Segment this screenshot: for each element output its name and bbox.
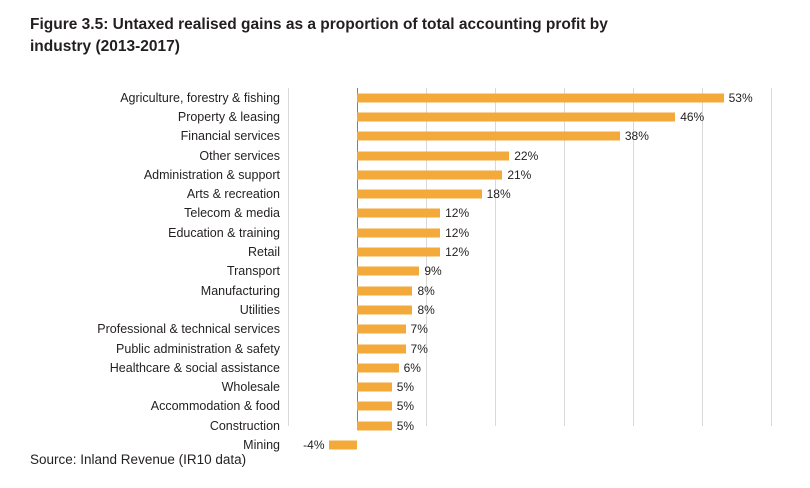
bar [357,344,405,353]
category-label: Telecom & media [184,206,280,221]
bar-value-label: 6% [403,360,421,375]
plot-area [97,88,772,452]
category-label: Education & training [168,225,280,240]
bar-value-label: 5% [396,380,415,395]
category-label: Other services [199,148,280,163]
bar-value-label: 46% [680,109,705,124]
bar-row [184,204,772,223]
bar [357,132,620,141]
bar [357,248,440,257]
bar-value-label: 12% [445,245,470,260]
bar-value-label: 9% [424,264,442,279]
bar [357,421,392,430]
bar [357,267,419,276]
bar-rows [97,88,772,452]
bar-row [177,107,772,126]
bar-value-label: 18% [486,187,511,202]
category-label: Healthcare & social assistance [109,360,280,375]
bar [357,402,392,411]
bar-row [120,88,772,107]
category-label: Accommodation & food [150,399,280,414]
bar-value-label: 5% [396,418,415,433]
bar [357,170,502,179]
bar-row [116,339,772,358]
category-label: Agriculture, forestry & fishing [120,90,280,105]
bar-row [226,262,772,281]
bar-value-label: 8% [417,302,435,317]
bar [357,383,392,392]
bar-value-label: 8% [417,283,435,298]
category-label: Mining [243,437,280,452]
category-label: Administration & support [143,167,280,182]
bar-value-label: 21% [507,167,532,182]
bar-row [199,146,772,165]
category-label: Manufacturing [200,283,280,298]
bar-value-label: 5% [396,399,415,414]
bar-chart [30,80,790,452]
category-label: Construction [209,418,280,433]
bar-row [150,397,772,416]
bar-row [248,242,772,261]
bar [357,228,440,237]
bar [329,440,357,449]
category-label: Property & leasing [177,109,280,124]
category-label: Transport [226,264,280,279]
bar-row [168,223,772,242]
bar-row [221,377,772,396]
bar-value-label: 53% [728,90,753,105]
category-label: Wholesale [221,380,280,395]
bar-value-label: 12% [445,225,470,240]
page-title: Figure 3.5: Untaxed realised gains as a proportion of total accounting profit by industry (2013-2017) [30,16,608,56]
bar-value-label: 7% [410,341,428,356]
bar-value-label: 38% [624,129,649,144]
bar-row [200,281,772,300]
bar [357,363,398,372]
bar-row [239,300,772,319]
category-label: Financial services [180,129,280,144]
bar [357,305,412,314]
bar-row [209,416,772,435]
category-label: Public administration & safety [116,341,280,356]
bar-row [186,184,772,203]
bar [357,151,509,160]
bar-value-label: -4% [303,437,325,452]
source-note: Source: Inland Revenue (IR10 data) [30,452,247,467]
bar [357,93,723,102]
bar-row [143,165,772,184]
bar-value-label: 12% [445,206,470,221]
bar [357,209,440,218]
bar-value-label: 7% [410,322,428,337]
bar-row [109,358,772,377]
bar-value-label: 22% [514,148,539,163]
category-label: Retail [248,245,280,260]
bar [357,325,405,334]
bar [357,286,412,295]
category-label: Arts & recreation [186,187,280,202]
category-label: Utilities [239,302,280,317]
category-label: Professional & technical services [97,322,280,337]
bar [357,190,481,199]
bar-row [243,435,772,454]
bar-row [97,320,772,339]
bar-row [180,127,772,146]
bar [357,112,675,121]
